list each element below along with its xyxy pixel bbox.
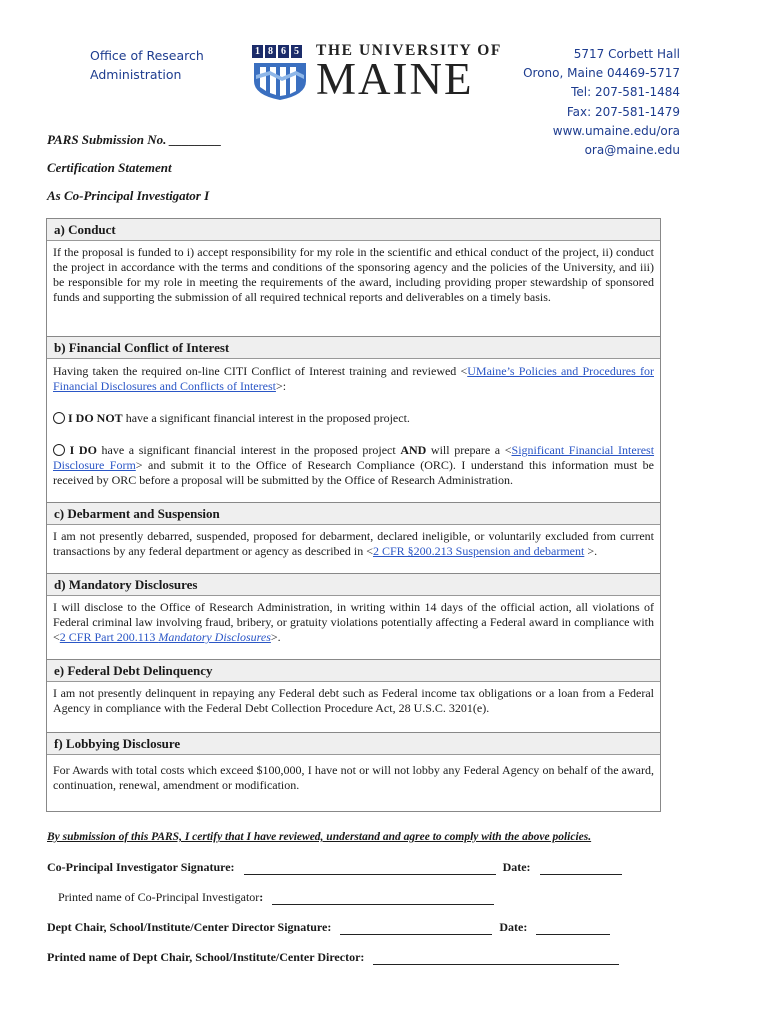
copi-signature-label: Co-Principal Investigator Signature:: [47, 860, 235, 874]
date-label: Date:: [502, 860, 531, 874]
option-do: I DO have a significant financial interest in the proposed project AND will prepare a <Significant Financial Interest Disclosure Form> and submit it to the Office of Research Compliance (ORC). I understand this information must be received by ORC before a proposal will be submitted by the Office of Research Administration.: [53, 443, 655, 487]
section-mandatory-disclosures: [46, 573, 661, 660]
cfr-mandatory-disclosures-link[interactable]: 2 CFR Part 200.113 Mandatory Disclosures: [59, 630, 271, 644]
section-federal-debt: [46, 659, 661, 733]
option-do-not: I DO NOT have a significant financial interest in the proposed project.: [53, 411, 654, 426]
section-financial-coi: [46, 336, 661, 503]
chair-signature-label: Dept Chair, School/Institute/Center Director Signature:: [47, 920, 332, 934]
office-line-1: Office of Research: [90, 48, 204, 63]
radio-do[interactable]: [53, 444, 65, 456]
section-body: Having taken the required on-line CITI Conflict of Interest training and reviewed <UMaine’s Policies and Procedures for Financial Disclosures and Conflicts of Interest>: I DO NOT have a significant financial interest in the proposed project. I DO have a significant financial interest in the proposed project AND will prepare a <Significant Financial Interest Disclosure Form> and submit it to the Office of Research Compliance (ORC). I understand this information must be received by ORC before a proposal will be submitted by the Office of Research Administration.: [53, 364, 655, 487]
copi-printed-name-row: Printed name of Co-Principal Investigator:: [58, 890, 494, 905]
copi-date-field[interactable]: [540, 861, 622, 875]
contact-tel: Tel: 207-581-1484: [571, 85, 680, 100]
copi-signature-field[interactable]: [244, 861, 496, 875]
copi-printed-name-label: Printed name of Co-Principal Investigator: [58, 890, 260, 904]
role-heading: As Co-Principal Investigator I: [47, 188, 210, 203]
chair-date-field[interactable]: [536, 921, 610, 935]
section-body: I will disclose to the Office of Research Administration, in writing within 14 days of the official action, all violations of Federal criminal law involving fraud, bribery, or gratuity violations potentially affecting a Federal award in compliance with <2 CFR Part 200.113 Mandatory Disclosures>.: [53, 600, 654, 644]
chair-printed-name-label: Printed name of Dept Chair, School/Institute/Center Director:: [47, 950, 365, 964]
contact-web: www.umaine.edu/ora: [552, 123, 680, 138]
shield-icon: [252, 61, 308, 101]
certification-statement: By submission of this PARS, I certify that I have reviewed, understand and agree to comply with the above policies.: [47, 831, 592, 843]
section-conduct: [46, 218, 661, 337]
logo-year: [252, 45, 302, 58]
section-title: d) Mandatory Disclosures: [47, 574, 660, 596]
university-logo: [252, 42, 512, 102]
chair-printed-name-field[interactable]: [373, 951, 619, 965]
office-name: [90, 46, 204, 84]
logo-year-digit: 8: [265, 45, 276, 58]
chair-signature-row: [47, 920, 610, 935]
section-body: I am not presently delinquent in repaying any Federal debt such as Federal income tax obligations or a loan from a Federal Agency in compliance with the Federal Debt Collection Procedure Act, 28 U.S.C. 3201(e).: [53, 686, 654, 715]
certification-title: Certification Statement: [47, 160, 172, 175]
section-title: c) Debarment and Suspension: [47, 503, 660, 525]
section-title: e) Federal Debt Delinquency: [47, 660, 660, 682]
office-line-2: Administration: [90, 67, 182, 82]
section-body: If the proposal is funded to i) accept responsibility for my role in the scientific and ethical conduct of the project, ii) conduct the project in accordance with the terms and conditions of the sponsoring agency and the policies of the University, and iii) be responsible for my role in meeting the requirements of the award, including providing proper stewardship of sponsored funds and supporting the submission of all required technical reports and deliverables on a timely basis.: [53, 245, 654, 304]
coi-policy-link[interactable]: UMaine’s Policies and Procedures for Financial Disclosures and Conflicts of Interest: [53, 364, 654, 393]
logo-year-digit: 6: [278, 45, 289, 58]
date-label: Date:: [499, 920, 528, 934]
copi-printed-name-field[interactable]: [272, 891, 494, 905]
logo-year-digit: 1: [252, 45, 263, 58]
section-title: f) Lobbying Disclosure: [47, 733, 660, 755]
section-body: For Awards with total costs which exceed $100,000, I have not or will not lobby any Federal Agency on behalf of the award, continuation, renewal, amendment or modification.: [53, 763, 654, 792]
section-title: a) Conduct: [47, 219, 660, 241]
chair-printed-name-row: [47, 950, 619, 965]
section-title: b) Financial Conflict of Interest: [47, 337, 660, 359]
contact-address: 5717 Corbett Hall: [573, 47, 680, 61]
copi-signature-row: [47, 860, 622, 875]
radio-do-not[interactable]: [53, 412, 65, 424]
section-lobbying: [46, 732, 661, 812]
contact-info: [523, 45, 680, 160]
logo-maine-text: MAINE: [316, 54, 474, 104]
sfi-disclosure-form-link[interactable]: Significant Financial Interest Disclosure Form: [53, 443, 655, 472]
contact-fax: Fax: 207-581-1479: [566, 104, 680, 119]
contact-city: Orono, Maine 04469-5717: [523, 66, 680, 81]
cfr-debarment-link[interactable]: 2 CFR §200.213 Suspension and debarment: [372, 544, 585, 558]
logo-university-text: THE UNIVERSITY OF: [316, 42, 502, 59]
pars-submission-number: PARS Submission No. ________: [47, 132, 222, 147]
logo-year-digit: 5: [291, 45, 302, 58]
section-debarment: [46, 502, 661, 574]
section-body: I am not presently debarred, suspended, proposed for debarment, declared ineligible, or voluntarily excluded from current transactions by any federal department or agency as described in <2 CFR §200.213 Suspension and debarment >.: [53, 529, 654, 558]
contact-email: ora@maine.edu: [584, 143, 680, 158]
chair-signature-field[interactable]: [340, 921, 492, 935]
